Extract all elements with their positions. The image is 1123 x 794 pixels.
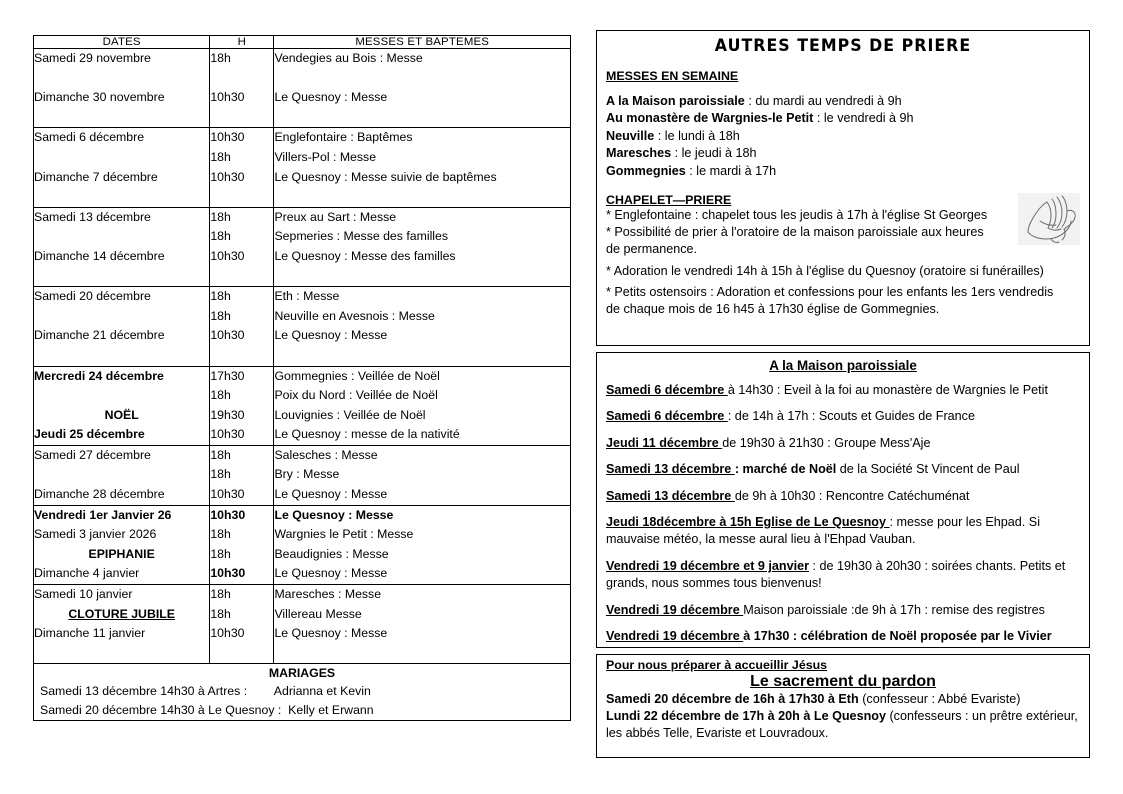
chapelet-line: * Adoration le vendredi 14h à 15h à l'église du Quesnoy (oratoire si funérailles)	[606, 263, 1044, 278]
weekday-mass-place: A la Maison paroissiale	[606, 94, 745, 108]
table-row	[34, 207, 571, 286]
weekday-mass-place: Au monastère de Wargnies-le Petit	[606, 111, 814, 126]
maison-event-date: Vendredi 19 décembre	[606, 629, 744, 644]
chapelet-line: * Possibilité de prier à l'oratoire de la maison paroissiale aux heures	[606, 225, 984, 240]
weekday-mass-detail: : le mardi à 17h	[685, 163, 777, 178]
sacrament-of-pardon-box	[596, 654, 1090, 758]
maison-event	[606, 628, 1080, 645]
cell-hours: 18h 18h 10h30	[210, 207, 274, 286]
maison-event-detail: : messe pour les Ehpad. Si mauvaise météo, la messe aural lieu à l'Ehpad Vauban.	[606, 515, 1040, 547]
maison-event	[606, 461, 1080, 478]
weekday-mass-place: Neuville	[606, 128, 655, 143]
maison-event	[606, 382, 1080, 399]
pardon-entry-detail: (confesseurs : un prêtre extérieur, les abbés Telle, Evariste et Louvradoux.	[606, 709, 1078, 741]
mariage-entry: Samedi 13 décembre 14h30 à Artres : Adrianna et Kevin	[40, 684, 371, 699]
maison-event	[606, 514, 1080, 549]
header-dates: DATES	[34, 36, 210, 49]
cell-hours: 17h30 18h 19h30 10h30	[210, 366, 274, 445]
maison-event-date: Vendredi 19 décembre et 9 janvier	[606, 558, 810, 573]
weekday-mass-detail: : le jeudi à 18h	[671, 146, 757, 161]
table-row	[34, 287, 571, 366]
parish-house-events-box	[596, 352, 1090, 648]
maison-event-date: Jeudi 11 décembre	[606, 435, 723, 450]
header-hour: H	[210, 36, 274, 49]
maison-event-detail: de 9h à 10h30 : Rencontre Catéchuménat	[734, 488, 970, 503]
cell-dates: Samedi 6 décembre Dimanche 7 décembre	[34, 128, 210, 207]
table-row	[34, 445, 571, 505]
maison-box-title: A la Maison paroissiale	[769, 358, 917, 373]
weekday-masses-heading: MESSES EN SEMAINE	[606, 69, 739, 83]
maison-event-detail: Maison paroissiale :de 9h à 17h : remise des registres	[743, 602, 1045, 617]
maison-event	[606, 408, 1080, 425]
pardon-entry	[606, 691, 1080, 708]
pardon-entry	[606, 708, 1080, 742]
maison-event-date: Samedi 13 décembre	[606, 462, 735, 477]
maison-event-detail: : de 19h30 à 20h30 : soirées chants. Petits et grands, nous sommes tous bienvenus!	[606, 558, 1066, 591]
mass-schedule-table	[33, 35, 571, 721]
cell-hours: 18h 10h30	[210, 49, 274, 128]
weekday-mass-detail: : le lundi à 18h	[654, 128, 740, 143]
mariages-row	[34, 664, 571, 721]
maison-event	[606, 488, 1080, 505]
table-header-row	[34, 36, 571, 49]
cell-messages: Maresches : Messe Villereau Messe Le Quesnoy : Messe	[274, 585, 571, 664]
cell-messages: Englefontaire : Baptêmes Villers-Pol : Messe Le Quesnoy : Messe suivie de baptêmes	[274, 128, 571, 207]
cell-messages: Preux au Sart : Messe Sepmeries : Messe des familles Le Quesnoy : Messe des familles	[274, 207, 571, 286]
cell-hours: 10h30 18h 10h30	[210, 128, 274, 207]
maison-event	[606, 435, 1080, 452]
cell-dates: Mercredi 24 décembre NOËL Jeudi 25 décembre	[34, 366, 210, 445]
maison-event-highlight: : marché de Noël	[734, 462, 837, 477]
maison-event-detail: de 19h30 à 21h30 : Groupe Mess'Aje	[722, 435, 931, 450]
maison-event	[606, 602, 1080, 619]
maison-event-date: Samedi 13 décembre	[606, 488, 735, 503]
cell-messages: Salesches : Messe Bry : Messe Le Quesnoy : Messe	[274, 445, 571, 505]
cell-messages: Vendegies au Bois : Messe Le Quesnoy : Messe	[274, 49, 571, 128]
pardon-entry-when: Samedi 20 décembre de 16h à 17h30 à Eth	[606, 692, 863, 706]
maison-event-date: Samedi 6 décembre	[606, 409, 728, 424]
weekday-mass-place: Gommegnies	[606, 163, 686, 178]
maison-event-date: Samedi 6 décembre	[606, 383, 728, 397]
cell-messages: Gommegnies : Veillée de Noël Poix du Nord : Veillée de Noël Louvignies : Veillée de Noël Le Quesnoy : messe de la nativité	[274, 366, 571, 445]
pardon-entry-when: Lundi 22 décembre de 17h à 20h à Le Quesnoy	[606, 709, 890, 724]
weekday-mass-entry	[606, 93, 1080, 110]
maison-event	[606, 558, 1080, 593]
cell-dates: Samedi 13 décembre Dimanche 14 décembre	[34, 207, 210, 286]
chapelet-line: * Petits ostensoirs : Adoration et confessions pour les enfants les 1ers vendredis	[606, 284, 1054, 299]
table-row	[34, 505, 571, 584]
maison-event-date: Vendredi 19 décembre	[606, 602, 744, 617]
cell-messages: Le Quesnoy : Messe Wargnies le Petit : Messe Beaudignies : Messe Le Quesnoy : Messe	[274, 505, 571, 584]
cell-hours: 18h 18h 10h30	[210, 287, 274, 366]
pardon-title: Le sacrement du pardon	[750, 673, 936, 690]
cell-dates: Vendredi 1er Janvier 26 Samedi 3 janvier 2026 EPIPHANIE Dimanche 4 janvier	[34, 505, 210, 584]
maison-event-highlight: à 17h30 : célébration de Noël proposée par le Vivier	[743, 629, 1052, 644]
cell-hours: 10h30 18h 18h 10h30	[210, 505, 274, 584]
maison-event-detail: de la Société St Vincent de Paul	[836, 462, 1020, 477]
mariages-cell	[34, 664, 571, 721]
prayer-box-title: AUTRES TEMPS DE PRIERE	[714, 36, 972, 56]
maison-event-date: Jeudi 18décembre à 15h Eglise de Le Quesnoy	[606, 515, 890, 530]
table-row	[34, 128, 571, 207]
mariage-entry: Samedi 20 décembre 14h30 à Le Quesnoy : Kelly et Erwann	[40, 703, 374, 718]
weekday-mass-place: Maresches	[606, 146, 672, 161]
chapelet-line: de permanence.	[606, 242, 698, 257]
weekday-mass-detail: : le vendredi à 9h	[813, 111, 914, 126]
maison-event-detail: à 14h30 : Eveil à la foi au monastère de Wargnies le Petit	[727, 383, 1048, 397]
table-row	[34, 366, 571, 445]
weekday-mass-entry	[606, 145, 1080, 162]
cell-hours: 18h 18h 10h30	[210, 585, 274, 664]
weekday-mass-entry	[606, 128, 1080, 145]
weekday-mass-entry	[606, 163, 1080, 180]
table-row	[34, 49, 571, 128]
mariages-title: MARIAGES	[268, 666, 336, 681]
cell-dates: Samedi 20 décembre Dimanche 21 décembre	[34, 287, 210, 366]
weekday-mass-detail: : du mardi au vendredi à 9h	[744, 94, 902, 108]
cell-messages: Eth : Messe NeuvilIe en Avesnois : Messe Le Quesnoy : Messe	[274, 287, 571, 366]
weekday-mass-entry	[606, 110, 1080, 127]
cell-hours: 18h 18h 10h30	[210, 445, 274, 505]
header-messages: MESSES ET BAPTEMES	[274, 36, 571, 49]
other-prayer-times-box	[596, 30, 1090, 346]
table-row	[34, 585, 571, 664]
praying-hands-icon	[1018, 193, 1080, 245]
chapelet-line: * Englefontaine : chapelet tous les jeudis à 17h à l'église St Georges	[606, 208, 988, 223]
cell-dates: Samedi 29 novembre Dimanche 30 novembre	[34, 49, 210, 128]
pardon-entry-detail: (confesseur : Abbé Evariste)	[862, 692, 1021, 706]
cell-dates: Samedi 10 janvier CLOTURE JUBILE Dimanche 11 janvier	[34, 585, 210, 664]
chapelet-line: de chaque mois de 16 h45 à 17h30 église de Gommegnies.	[606, 302, 940, 317]
maison-event-detail: : de 14h à 17h : Scouts et Guides de France	[727, 409, 975, 424]
pardon-kicker: Pour nous préparer à accueillir Jésus	[606, 658, 828, 672]
cell-dates: Samedi 27 décembre Dimanche 28 décembre	[34, 445, 210, 505]
chapelet-heading: CHAPELET—PRIERE	[606, 193, 732, 208]
